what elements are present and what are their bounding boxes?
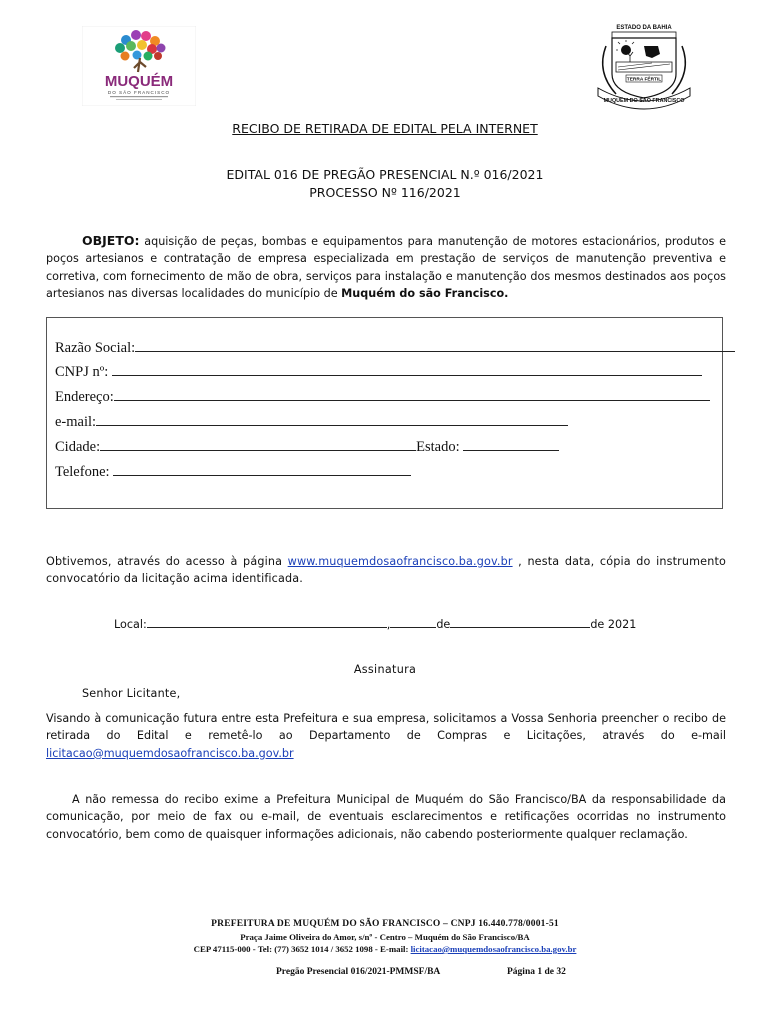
obtivemos-text-before: Obtivemos, através do acesso à página	[46, 555, 288, 568]
email-label: e-mail:	[55, 414, 97, 430]
local-de: de	[436, 618, 451, 631]
obtivemos-paragraph	[46, 553, 726, 588]
coat-of-arms-logo	[582, 22, 706, 110]
endereco-label: Endereço:	[55, 389, 114, 405]
coat-banner-text: TERRA FÉRTIL	[626, 77, 662, 83]
footer-contact: CEP 47115-000 - Tel: (77) 3652 1014 / 3652 1098 - E-mail:	[193, 944, 411, 954]
receipt-title: RECIBO DE RETIRADA DE EDITAL PELA INTERNET	[232, 121, 538, 136]
company-form-box	[46, 317, 723, 509]
razao-social-label: Razão Social:	[55, 340, 136, 356]
month-field[interactable]	[450, 617, 590, 628]
razao-social-field[interactable]	[135, 339, 735, 352]
salutation: Senhor Licitante,	[82, 687, 181, 700]
edital-number: EDITAL 016 DE PREGÃO PRESENCIAL N.º 016/2021	[226, 167, 544, 182]
razao-social-row	[55, 339, 735, 357]
estado-field[interactable]	[463, 438, 559, 451]
objeto-paragraph	[46, 232, 726, 303]
local-field[interactable]	[147, 617, 387, 628]
objeto-label: OBJETO:	[82, 233, 140, 248]
logo-sub-text: DO SÃO FRANCISCO	[107, 90, 171, 95]
objeto-text: aquisição de peças, bombas e equipamentos para manutenção de motores estacionários, produtos e poços artesianos e contratação de empresa especializada em prestação de serviços de manutenção preventiva e corretiva, com fornecimento de mão de obra, serviços para instalação e manutenção dos mesmos destinados aos poços artesianos nas diversas localidades do município de	[46, 235, 726, 301]
cnpj-row	[55, 363, 702, 381]
local-date-line	[114, 617, 636, 631]
footer-line-1: PREFEITURA DE MUQUÉM DO SÃO FRANCISCO – CNPJ 16.440.778/0001-51	[211, 919, 559, 929]
email-link[interactable]: licitacao@muquemdosaofrancisco.ba.gov.br	[46, 746, 294, 760]
assinatura-label: Assinatura	[353, 663, 417, 676]
day-field[interactable]	[390, 617, 436, 628]
telefone-field[interactable]	[113, 463, 411, 476]
obtivemos-text-after: , nesta data, cópia do instrumento convocatório da licitação acima identificada.	[46, 555, 726, 586]
website-link[interactable]: www.muquemdosaofrancisco.ba.gov.br	[287, 555, 513, 568]
local-comma: ,	[386, 618, 391, 631]
email-field[interactable]	[96, 413, 568, 426]
local-label: Local:	[114, 618, 147, 631]
page-number: Página 1 de 32	[507, 967, 566, 977]
footer-email-link[interactable]: licitacao@muquemdosaofrancisco.ba.gov.br	[410, 944, 577, 954]
cidade-row	[55, 438, 559, 456]
footer-line-2: Praça Jaime Oliveira do Amor, s/nº - Centro – Muquém do São Francisco/BA	[240, 932, 530, 942]
endereco-field[interactable]	[114, 388, 710, 401]
visando-text: Visando à comunicação futura entre esta Prefeitura e sua empresa, solicitamos a Vossa Senhoria preencher o recibo de retirada do Edital e remetê-lo ao Departamento de Compras e Licitações, através do e-mail	[46, 712, 726, 743]
objeto-place: Muquém do são Francisco.	[341, 287, 509, 301]
estado-label: Estado:	[416, 439, 460, 455]
visando-paragraph	[46, 710, 726, 762]
local-year: de 2021	[590, 618, 637, 631]
nao-remessa-paragraph: A não remessa do recibo exime a Prefeitura Municipal de Muquém do São Francisco/BA da responsabilidade da comunicação, por meio de fax ou e-mail, de eventuais esclarecimentos e retificações ocorridas no instrumento convocatório, bem como de quaisquer informações adicionais, não cabendo posteriormente qualquer reclamação.	[46, 793, 726, 841]
processo-number: PROCESSO Nº 116/2021	[309, 185, 461, 200]
cnpj-field[interactable]	[112, 363, 702, 376]
coat-top-text: ESTADO DA BAHIA	[616, 25, 672, 31]
email-row	[55, 413, 568, 431]
cidade-label: Cidade:	[55, 439, 101, 455]
endereco-row	[55, 388, 710, 406]
municipality-logo	[82, 26, 196, 106]
footer-edital-ref: Pregão Presencial 016/2021-PMMSF/BA	[276, 967, 441, 977]
cnpj-label: CNPJ nº:	[55, 364, 109, 380]
cidade-field[interactable]	[100, 438, 416, 451]
logo-brand-text: MUQUÉM	[104, 73, 174, 90]
footer-line-3	[0, 944, 770, 954]
telefone-row	[55, 463, 411, 481]
coat-ribbon-text: MUQUÉM DO SÃO FRANCISCO	[603, 98, 685, 104]
telefone-label: Telefone:	[55, 464, 110, 480]
